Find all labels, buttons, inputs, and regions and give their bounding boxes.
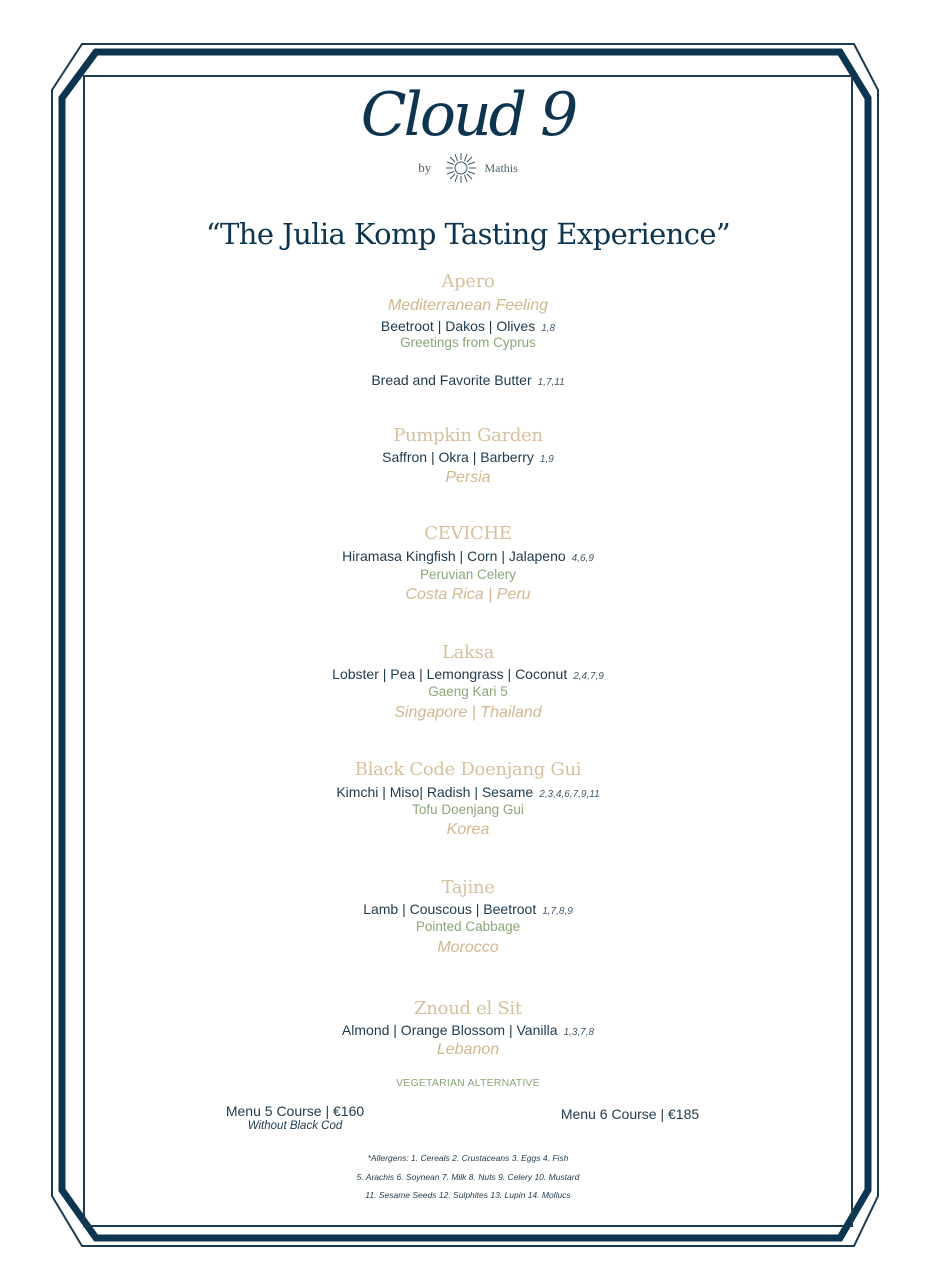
ceviche-origin: Costa Rica | Peru (405, 586, 531, 603)
menu-title: “The Julia Komp Tasting Experience” (205, 217, 731, 251)
allergen-codes: 2,4,7,9 (573, 671, 604, 682)
course-name-ceviche: CEVICHE (424, 523, 512, 544)
course-name-blackcod: Black Code Doenjang Gui (354, 759, 582, 780)
apero-tagline: Mediterranean Feeling (387, 297, 549, 314)
blackcod-origin: Korea (446, 821, 490, 838)
sun-emblem-icon (445, 152, 477, 184)
dish-text: Beetroot | Dakos | Olives (380, 318, 536, 334)
dish-text: Hiramasa Kingfish | Corn | Jalapeno (342, 548, 566, 564)
allergen-legend-line: 11. Sesame Seeds 12. Sulphites 13. Lupin 14. Mollucs (365, 1190, 571, 1200)
course-name-znoud: Znoud el Sit (414, 998, 522, 1019)
blackcod-sub: Tofu Doenjang Gui (412, 802, 524, 817)
menu-6-course-price (540, 1106, 720, 1122)
allergen-codes: 1,8 (541, 323, 556, 334)
restaurant-logo: Cloud 9 (360, 80, 576, 150)
vegetarian-alternative: VEGETARIAN ALTERNATIVE (396, 1077, 540, 1089)
dish-text: Lamb | Couscous | Beetroot (363, 901, 537, 917)
allergen-codes: 1,7,8,9 (542, 906, 573, 917)
dish-text: Lobster | Pea | Lemongrass | Coconut (332, 666, 568, 682)
allergen-codes: 4,6,9 (571, 553, 594, 564)
course-name-apero: Apero (441, 271, 495, 292)
tajine-origin: Morocco (437, 939, 499, 956)
tajine-sub: Pointed Cabbage (415, 919, 521, 934)
allergen-codes: 1,7,11 (537, 377, 565, 388)
course-name-pumpkin: Pumpkin Garden (393, 425, 543, 446)
allergen-codes: 1,3,7,8 (563, 1027, 595, 1038)
dish-text: Saffron | Okra | Barberry (382, 449, 534, 465)
bread-dish (0, 371, 936, 392)
menu-6-label: Menu 6 Course | €185 (560, 1106, 700, 1122)
allergen-legend-line: 5. Arachis 6. Soynean 7. Milk 8. Nuts 9. Celery 10. Mustard (356, 1172, 580, 1182)
pumpkin-origin: Persia (445, 469, 491, 486)
allergen-codes: 1,9 (539, 454, 554, 465)
dish-text: Bread and Favorite Butter (371, 372, 532, 388)
znoud-origin: Lebanon (436, 1041, 500, 1058)
course-name-tajine: Tajine (441, 877, 495, 898)
byline (0, 152, 936, 184)
byline-partner: Mathis (484, 161, 518, 175)
menu-5-note: Without Black Cod (247, 1120, 343, 1132)
laksa-sub: Gaeng Kari 5 (428, 684, 508, 699)
allergen-codes: 2,3,4,6,7,9,11 (539, 789, 600, 800)
ceviche-dish (0, 547, 936, 568)
course-name-laksa: Laksa (441, 642, 495, 663)
znoud-dish (0, 1021, 936, 1042)
menu-5-course-price (210, 1103, 380, 1133)
apero-sub: Greetings from Cyprus (400, 335, 536, 350)
dish-text: Kimchi | Miso| Radish | Sesame (336, 784, 534, 800)
menu-5-label: Menu 5 Course | €160 (225, 1103, 365, 1119)
pumpkin-dish (0, 448, 936, 469)
laksa-origin: Singapore | Thailand (394, 704, 542, 721)
ceviche-sub: Peruvian Celery (419, 567, 517, 582)
dish-text: Almond | Orange Blossom | Vanilla (341, 1022, 558, 1038)
allergen-legend-line: *Allergens: 1. Cereals 2. Crustaceans 3. Eggs 4. Fish (367, 1153, 569, 1163)
byline-by: by (418, 160, 432, 175)
